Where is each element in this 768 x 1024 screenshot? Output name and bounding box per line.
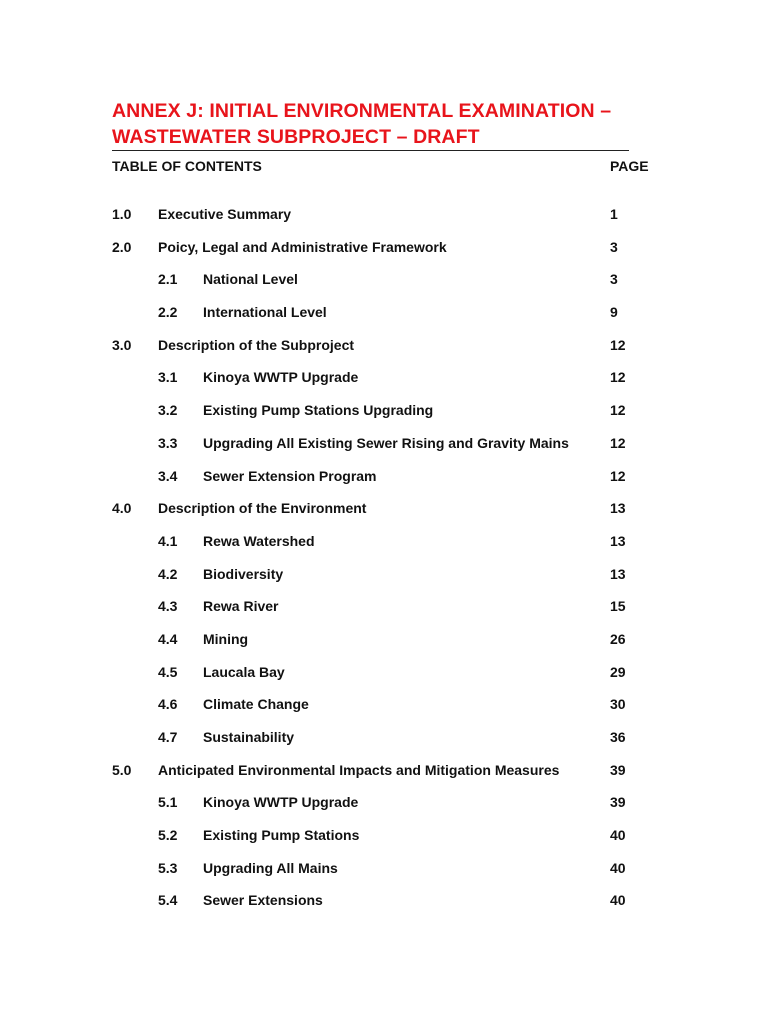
toc-entry-title: Sustainability <box>203 729 295 745</box>
toc-entry-title: Biodiversity <box>203 565 284 582</box>
toc-entry-title: Kinoya WWTP Upgrade <box>203 794 359 811</box>
toc-entry-page-number: 36 <box>610 729 626 745</box>
toc-entry-number: 5.1 <box>158 794 178 811</box>
toc-subsection-entry[interactable] <box>112 400 652 433</box>
toc-entry-title: Poicy, Legal and Administrative Framework <box>158 238 447 255</box>
toc-entry-number: 5.2 <box>158 827 178 844</box>
toc-section-entry[interactable] <box>112 204 652 237</box>
toc-subsection-entry[interactable] <box>112 433 652 466</box>
toc-section-entry[interactable] <box>112 760 652 793</box>
toc-entry-page-number: 12 <box>610 434 626 451</box>
toc-entry-number: 4.3 <box>158 598 178 615</box>
toc-entry-number: 4.1 <box>158 532 178 549</box>
toc-entry-number: 3.2 <box>158 402 178 419</box>
toc-subsection-entry[interactable] <box>112 890 652 923</box>
toc-entry-number: 2.1 <box>158 271 178 288</box>
toc-subsection-entry[interactable] <box>112 564 652 597</box>
toc-entry-title: Executive Summary <box>158 206 292 222</box>
toc-entry-title: International Level <box>203 304 327 321</box>
toc-subsection-entry[interactable] <box>112 531 652 564</box>
toc-entry-title: Sewer Extension Program <box>203 467 377 484</box>
toc-subsection-entry[interactable] <box>112 367 652 400</box>
toc-subsection-entry[interactable] <box>112 302 652 335</box>
toc-entry-page-number: 3 <box>610 238 618 255</box>
document-title-line-1: ANNEX J: INITIAL ENVIRONMENTAL EXAMINATION – <box>112 100 612 122</box>
toc-entry-number: 3.1 <box>158 369 178 386</box>
toc-entry-page-number: 39 <box>610 794 626 811</box>
toc-subsection-entry[interactable] <box>112 596 652 629</box>
toc-entry-title: Upgrading All Existing Sewer Rising and Gravity Mains <box>203 434 569 451</box>
toc-subsection-entry[interactable] <box>112 269 652 302</box>
toc-subsection-entry[interactable] <box>112 629 652 662</box>
toc-entry-number: 4.6 <box>158 696 178 713</box>
toc-page-heading: PAGE <box>610 158 649 174</box>
toc-entry-number: 4.0 <box>112 500 132 517</box>
toc-entry-title: Rewa Watershed <box>203 532 315 549</box>
document-title-line-2: WASTEWATER SUBPROJECT – DRAFT <box>112 126 480 148</box>
toc-subsection-entry[interactable] <box>112 727 652 760</box>
toc-entry-page-number: 29 <box>610 663 626 680</box>
toc-entry-number: 3.4 <box>158 467 178 484</box>
toc-entry-page-number: 13 <box>610 532 626 549</box>
toc-entry-title: Description of the Subproject <box>158 336 355 353</box>
toc-entry-number: 5.0 <box>112 761 132 778</box>
toc-entry-title: Climate Change <box>203 696 309 713</box>
toc-entry-number: 5.3 <box>158 859 178 876</box>
toc-entry-title: Rewa River <box>203 598 279 615</box>
toc-subsection-entry[interactable] <box>112 825 652 858</box>
toc-entry-number: 4.4 <box>158 630 178 647</box>
toc-entry-title: Laucala Bay <box>203 663 285 680</box>
toc-section-entry[interactable] <box>112 237 652 270</box>
toc-entry-title: Existing Pump Stations Upgrading <box>203 402 434 419</box>
toc-entry-title: Existing Pump Stations <box>203 827 360 844</box>
toc-entry-page-number: 15 <box>610 598 626 615</box>
toc-entry-page-number: 30 <box>610 696 626 713</box>
toc-subsection-entry[interactable] <box>112 466 652 499</box>
toc-entry-title: Description of the Environment <box>158 500 367 517</box>
toc-entry-title: Anticipated Environmental Impacts and Mitigation Measures <box>158 761 560 778</box>
toc-entry-title: Upgrading All Mains <box>203 859 338 876</box>
toc-entry-title: Sewer Extensions <box>203 892 323 909</box>
toc-entry-page-number: 12 <box>610 336 626 353</box>
toc-entry-title: Kinoya WWTP Upgrade <box>203 369 359 386</box>
document-title <box>112 98 672 150</box>
toc-entry-page-number: 40 <box>610 827 626 844</box>
toc-entry-page-number: 9 <box>610 304 618 321</box>
toc-subsection-entry[interactable] <box>112 792 652 825</box>
toc-entry-page-number: 3 <box>610 271 618 288</box>
toc-entry-title: National Level <box>203 271 298 288</box>
toc-entry-number: 2.2 <box>158 304 178 321</box>
toc-entry-number: 4.7 <box>158 729 178 745</box>
toc-section-entry[interactable] <box>112 335 652 368</box>
toc-entry-page-number: 12 <box>610 369 626 386</box>
toc-entry-number: 1.0 <box>112 206 132 222</box>
title-divider <box>112 150 629 151</box>
toc-entry-number: 2.0 <box>112 238 132 255</box>
toc-heading: TABLE OF CONTENTS <box>112 158 262 174</box>
toc-entry-page-number: 1 <box>610 206 618 222</box>
toc-entry-number: 4.5 <box>158 663 178 680</box>
toc-entry-page-number: 39 <box>610 761 626 778</box>
toc-entry-page-number: 40 <box>610 892 626 909</box>
toc-entry-title: Mining <box>203 630 249 647</box>
toc-section-entry[interactable] <box>112 498 652 531</box>
toc-entry-page-number: 13 <box>610 565 626 582</box>
toc-entry-number: 3.3 <box>158 434 178 451</box>
toc-entry-page-number: 40 <box>610 859 626 876</box>
toc-subsection-entry[interactable] <box>112 858 652 891</box>
toc-subsection-entry[interactable] <box>112 694 652 727</box>
toc-entry-page-number: 12 <box>610 402 626 419</box>
toc-entry-page-number: 12 <box>610 467 626 484</box>
toc-entry-page-number: 26 <box>610 630 626 647</box>
toc-subsection-entry[interactable] <box>112 662 652 695</box>
toc-entry-page-number: 13 <box>610 500 626 517</box>
toc-list <box>112 204 652 923</box>
toc-entry-number: 3.0 <box>112 336 132 353</box>
toc-entry-number: 5.4 <box>158 892 178 909</box>
toc-header <box>112 156 652 176</box>
toc-entry-number: 4.2 <box>158 565 178 582</box>
